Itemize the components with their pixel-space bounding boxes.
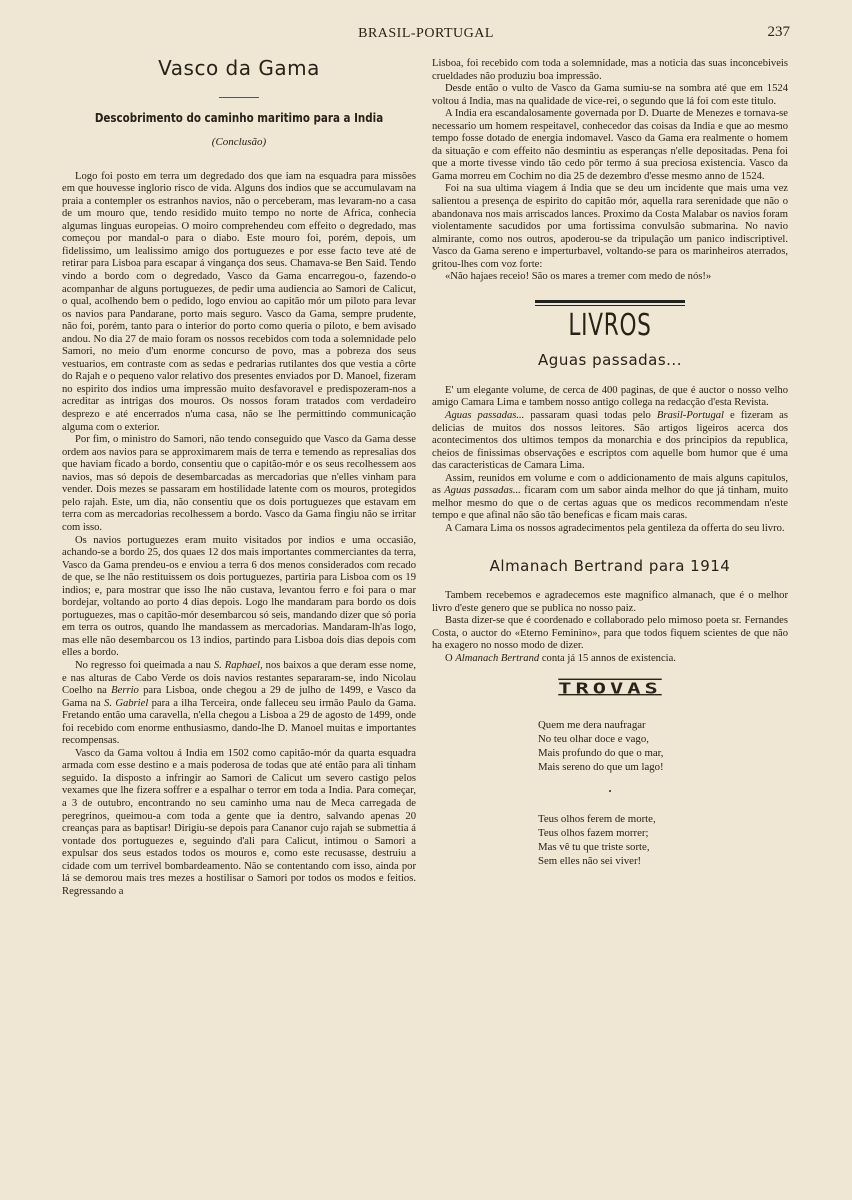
review-paragraph: E' um elegante volume, de cerca de 400 paginas, de que é auctor o nosso velho amigo Camara Lima e tambem nosso antigo collega na redacção d'esta Revista. xyxy=(432,384,788,409)
review-paragraph: Tambem recebemos e agradecemos este magnifico almanach, que é o melhor livro d'este genero que se publica no nosso paiz. xyxy=(432,590,788,614)
page-number: 237 xyxy=(767,24,790,40)
title-divider xyxy=(219,97,259,98)
article-paragraph: Os navios portuguezes eram muito visitados por indios e uma occasião, achando-se a bordo 25, dos quaes 12 dos mais importantes commerciantes da terra, Vasco da Gama prendeu-os e enviou a terra 6 dos menos considerados com recado de que, se lhe não restituissem os dois portuguezes, partiria para Lisboa com os 19 indios; e, para mostrar que isso lhe não custava, levantou ferro e foi para o mar bordejar, voltando ao porto 4 dias depois. Logo lhe mandaram para bordo os dois portuguezes, mas o capitão-mór desembarcou só seis, mandando dizer que só poria em terra os outros, quando lhe mandassem as mercadorias. Mandaram-lh'as logo, mas elle não desembarcou os 13 indios, partindo para Lisboa dois dias depois com elles a bordo. xyxy=(62,534,416,659)
article-note: (Conclusão) xyxy=(211,136,267,149)
review-paragraph: Basta dizer-se que é coordenado e collaborado pelo mimoso poeta sr. Fernandes Costa, o auctor do «Eterno Feminino», para que todos fiquem scientes de que não ha exagero no nosso modo de dizer. xyxy=(432,615,788,652)
book-title: Aguas passadas... xyxy=(538,351,682,370)
verse-line: Mas vê tu que triste sorte, xyxy=(538,841,650,854)
article-paragraph: «Não hajaes receio! São os mares a tremer com medo de nós!» xyxy=(445,271,712,283)
livros-heading: LIVROS xyxy=(568,307,652,343)
article-paragraph: Por fim, o ministro do Samori, não tendo conseguido que Vasco da Gama desse ordem aos navios para se approximarem mais de terra e temendo as represalias dos que haviam ficado a bordo, consentiu que o capitão-mór e os seus recolhessem aos navios, mas só depois de desembarcadas as mercadorias que n'elles vinham para vender. Dois mezes se passaram em hostilidade latente com os mouros, protegidos pelo rajah. Este, um dia, não consentiu que os dois portuguezes que estavam em terra com as mercadorias recolhessem a bordo. Vasco da Gama fingiu não se irritar com isso. xyxy=(62,434,416,533)
review-paragraph: A Camara Lima os nossos agradecimentos pela gentileza da offerta do seu livro. xyxy=(445,522,785,534)
article-paragraph: A India era escandalosamente governada por D. Duarte de Menezes e tornava-se necessario um homem respeitavel, conhecedor das coisas da India e que ao mesmo tempo fosse dotado de energia indomavel. Vasco da Gama era realmente o homem da situação e com effeito não desmintiu as esperanças n'elle depositadas. Pena foi que a morte tivesse vindo tão cedo pôr termo á sua preciosa existencia. Vasco da Gama morreu em Cochim no dia 25 de dezembro d'esse mesmo anno de 1524. xyxy=(432,108,788,182)
article-paragraph: Vasco da Gama voltou á India em 1502 como capitão-mór da quarta esquadra armada com esse destino e a mais poderosa de todas que até então para ali tinham seguido. Ia disposto a infringir ao Samori de Calicut um severo castigo pelos vexames que lhe fizera soffrer e a espalhar o terror em toda a India. Para começar, a 3 de outubro, encontrando no seu caminho uma nau de Meca carregada de peregrinos, queimou-a com toda a gente que ia dentro, salvando apenas 20 creanças para as baptisar! Dirigiu-se depois para Cananor cujo rajah se submettia á vontade dos portuguezes e, seguindo d'ali para Calicut, intimou o Samori a expulsar dos seus estados todos os mouros e, como este recusasse, destruiu a cidade com um terrivel bombardeamento. Não se contentando com isso, ainda por lá se demorou mais tres mezes a hostilisar o Samori por todos os modos e feitios. Regressando a xyxy=(62,747,416,897)
verse-line: Quem me dera naufragar xyxy=(538,718,646,731)
article-paragraph: Logo foi posto em terra um degredado dos que iam na esquadra para missões em que houvesse inglorio risco de vida. Alguns dos indios que se accumulavam na praia a contempler os estranhos navios, não o perceberam, mas levaram-no a casa de um mouro que, tendo residido muito tempo no norte de Africa, conhecia algumas linguas europeias. O moiro comprehendeu com effeito o degredado, mas começou por mandal-o para o diabo. Este mouro foi, porém, depois, um fidelissimo, um lealissimo amigo dos portuguezes e por esse facto teve até de retirar para Lisboa para escapar á vingança dos seus. Chamava-se Ben Said. Tendo vindo a bordo com o degredado, Vasco da Gama encarregou-o, fazendo-o acompanhar de alguns portuguezes, de pedir uma audiencia ao Samori de Calicut, o qual, acolhendo bem o pedido, logo enviou ao capitão mór um piloto para levar os navios para Pandarane, porto mais seguro. Vasco da Gama, sempre prudente, não foi, porém, tanto para o interior do porto como queria o piloto, e bem avisado andou. No dia 27 de maio foram os nossos recebidos com toda a solemnidade pelo Samori, no meio d'um enorme concurso de povo, mas a pobreza dos seus vestuarios, em contraste com as sedas e pedrarias rutilantes dos que vestia a côrte do Rajah e o pequeno valor relativo dos presentes enviados por D. Manoel, fizeram no espirito dos indios uma impressão muito desfavoravel e predispozeram-nos a acreditar as intrigas dos mouros. Os nossos foram tratados com verdadeiro desprezo e até encerrados n'uma casa, não se lhe permittindo communicação alguma com o exterior. xyxy=(62,170,416,433)
review-paragraph: Assim, reunidos em volume e com o addicionamento de mais alguns capitulos, as Aguas passadas... ficaram com um sabor ainda melhor do que já tinham, muito melhor mesmo do que o de certas aguas que os medicos recommendam n'este tempo e que afinal não são tão beneficas e ficam mais caras. xyxy=(432,472,788,522)
article-paragraph: Foi na sua ultima viagem á India que se deu um incidente que mais uma vez salientou a presença de espirito do capitão mór, aquella rara serenidade que não o abandonava nos mais arriscados lances. Proximo da Costa Malabar os navios foram violentamente sacudidos por uma fortissima convulsão submarina. No navio almirante, como nos outros, apoderou-se da tripulação um panico indiscriptivel. Vasco da Gama sereno e imperturbavel, voltando-se para os marinheiros aterrados, gritou-lhes com voz forte: xyxy=(432,183,788,270)
article-paragraph: Lisboa, foi recebido com toda a solemnidade, mas a noticia das suas inconcebiveis crueldades não produziu boa impressão. xyxy=(432,58,788,82)
poem-stanza xyxy=(538,718,788,774)
stanza-separator: • xyxy=(608,786,612,796)
verse-line: Mais profundo do que o mar, xyxy=(538,746,664,759)
review-paragraph: Aguas passadas... passaram quasi todas pelo Brasil-Portugal e fizeram as delicias de muitos dos nossos leitores. São artigos ligeiros acerca dos acontecimentos dos ultimos tempos da monarchia e dos principios da republica, cheios de finissimas observações e escriptos com aquelle bom humor que é uma das caracteristicas de Camara Lima. xyxy=(432,410,788,472)
verse-line: Sem elles não sei viver! xyxy=(538,855,642,868)
verse-line: Mais sereno do que um lago! xyxy=(538,760,664,773)
verse-line: No teu olhar doce e vago, xyxy=(538,732,649,745)
left-column xyxy=(62,48,416,898)
trovas-heading: TROVAS xyxy=(558,680,662,698)
section-divider xyxy=(535,300,685,306)
article-subtitle: Descobrimento do caminho maritimo para a India xyxy=(94,110,384,125)
article-paragraph: Desde então o vulto de Vasco da Gama sumiu-se na sombra até que em 1524 voltou á India, mas na qualidade de vice-rei, o segundo que lá foi com este titulo. xyxy=(432,83,788,107)
article-title: Vasco da Gama xyxy=(158,56,320,80)
article-paragraph: No regresso foi queimada a nau S. Raphael, nos baixos a que deram esse nome, e nas alturas de Cabo Verde os dois navios restantes separaram-se, indo Nicolau Coelho na Berrio para Lisboa, onde chegou a 29 de julho de 1499, e Vasco da Gama na S. Gabriel para a ilha Terceira, onde falleceu seu irmão Paulo da Gama. Fretando então uma caravella, n'ella chegou a Lisboa a 29 de agosto de 1499, onde foi recebido com enorme enthusiasmo, dando-lhe D. Manoel muitas e importantes recompensas. xyxy=(62,659,417,747)
right-column xyxy=(432,58,788,868)
review-paragraph: O Almanach Bertrand conta já 15 annos de existencia. xyxy=(445,652,676,664)
verse-line: Teus olhos fazem morrer; xyxy=(538,827,649,840)
poem-stanza xyxy=(538,812,788,868)
almanach-title: Almanach Bertrand para 1914 xyxy=(489,556,731,575)
verse-line: Teus olhos ferem de morte, xyxy=(538,813,656,826)
running-title: BRASIL-PORTUGAL xyxy=(358,26,494,41)
